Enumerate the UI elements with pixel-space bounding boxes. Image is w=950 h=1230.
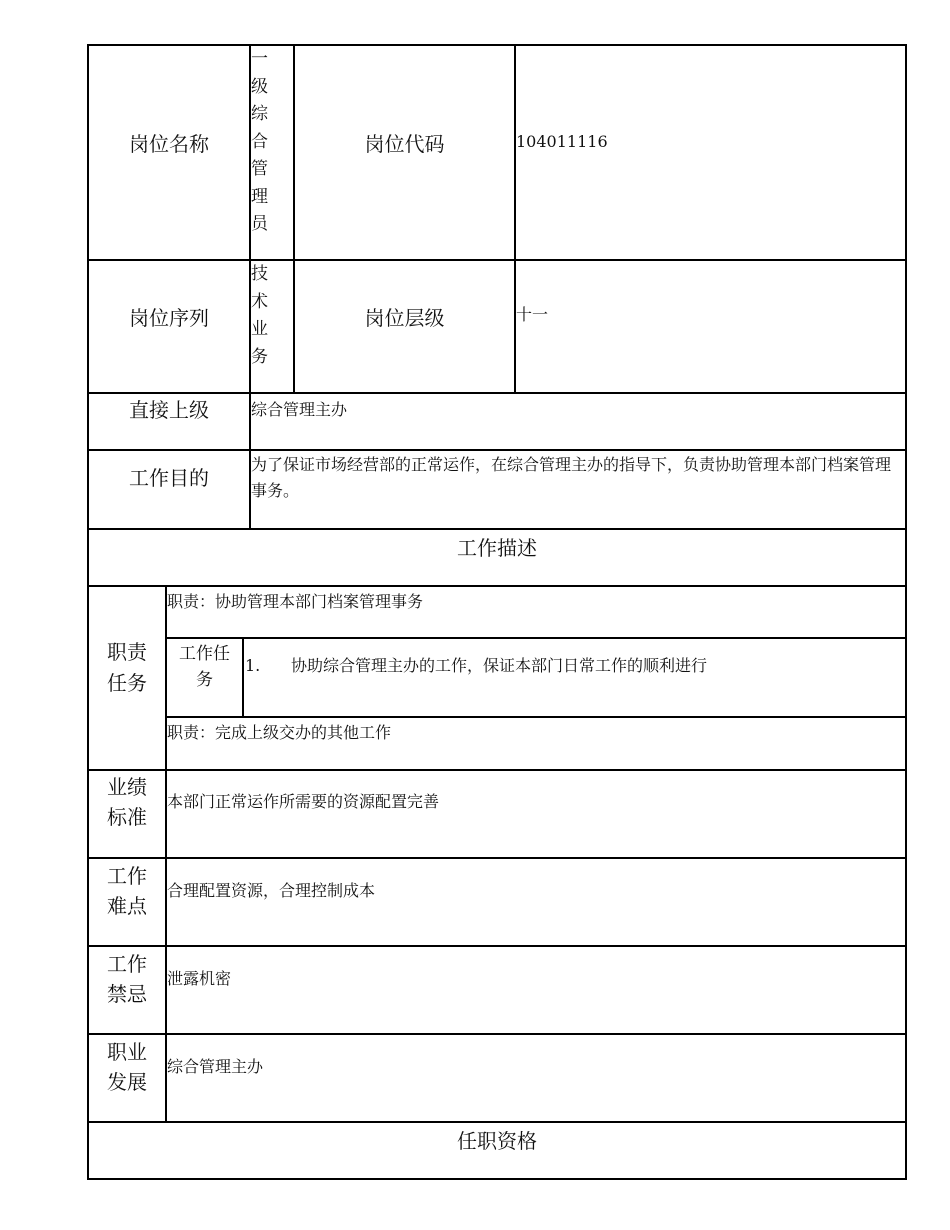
border-line [905, 44, 907, 1180]
post-level-value: 十一 [516, 305, 549, 324]
task-1-number: 1. [245, 656, 261, 675]
border-line [87, 449, 907, 451]
task-label-text: 工作任务 [179, 644, 230, 690]
supervisor-label: 直接上级 [129, 398, 209, 422]
post-level-label: 岗位层级 [364, 305, 445, 330]
border-line [87, 857, 907, 859]
qualification-title: 任职资格 [457, 1129, 537, 1153]
career-label-text: 职业发展 [107, 1040, 147, 1094]
duty-1: 职责：协助管理本部门档案管理事务 [167, 592, 424, 611]
performance-value: 本部门正常运作所需要的资源配置完善 [167, 792, 440, 811]
taboo-label-text: 工作禁忌 [107, 952, 147, 1006]
post-code-label: 岗位代码 [364, 132, 445, 156]
border-line [87, 1178, 907, 1180]
duties-label-text: 职责任务 [107, 640, 147, 695]
difficulty-label [89, 861, 165, 921]
border-line [242, 637, 244, 718]
border-line [87, 392, 907, 394]
post-series-value: 技术业务 [251, 264, 268, 367]
task-label [167, 641, 242, 693]
border-line [87, 585, 907, 587]
difficulty-value: 合理配置资源，合理控制成本 [167, 881, 376, 900]
post-name-label: 岗位名称 [129, 132, 209, 156]
border-line [166, 637, 907, 639]
work-description-title: 工作描述 [457, 536, 537, 560]
post-name-value: 一级综合管理员 [251, 49, 268, 234]
border-line [166, 716, 907, 718]
taboo-label [89, 949, 165, 1009]
taboo-value: 泄露机密 [167, 969, 232, 988]
border-line [87, 945, 907, 947]
border-line [87, 769, 907, 771]
difficulty-label-text: 工作难点 [107, 864, 147, 918]
border-line [514, 44, 516, 394]
duties-label [89, 637, 165, 699]
post-code-value: 104011116 [516, 132, 608, 151]
supervisor-value: 综合管理主办 [251, 400, 348, 419]
performance-label-text: 业绩标准 [107, 775, 147, 829]
purpose-label: 工作目的 [129, 466, 209, 490]
post-series-label: 岗位序列 [129, 305, 209, 330]
purpose-value: 为了保证市场经营部的正常运作，在综合管理主办的指导下，负责协助管理本部门档案管理事务。 [251, 455, 892, 500]
duty-2: 职责：完成上级交办的其他工作 [167, 723, 392, 742]
career-value: 综合管理主办 [167, 1057, 264, 1076]
performance-label [89, 772, 165, 832]
career-label [89, 1037, 165, 1097]
task-1-text: 协助综合管理主办的工作，保证本部门日常工作的顺利进行 [291, 656, 708, 675]
border-line [87, 1033, 907, 1035]
